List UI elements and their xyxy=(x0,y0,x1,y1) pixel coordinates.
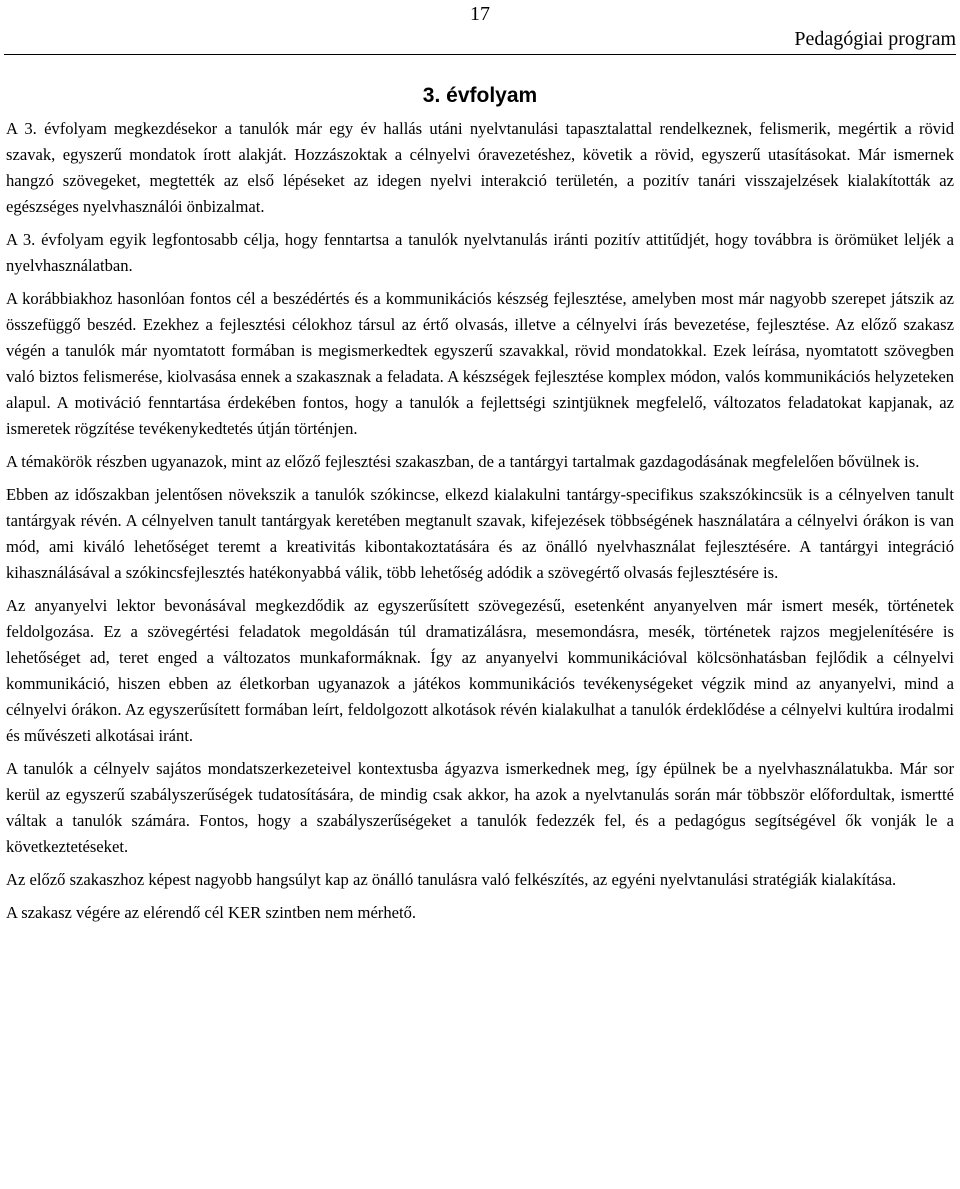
paragraph: A tanulók a célnyelv sajátos mondatszerkezeteivel kontextusba ágyazva ismerkednek meg, így épülnek be a nyelvhasználatukba. Már sor kerül az egyszerű szabályszerűségek tudatosítására, de mindig csak akkor, ha azok a nyelvtanulás során már többször előfordultak, ismertté váltak a tanulók számára. Fontos, hogy a szabályszerűségeket a tanulók fedezzék fel, és a pedagógus segítségével ők vonják le a következtetéseket. xyxy=(6,759,954,856)
paragraph: A szakasz végére az elérendő cél KER szintben nem mérhető. xyxy=(6,903,417,922)
paragraph: A korábbiakhoz hasonlóan fontos cél a beszédértés és a kommunikációs készség fejlesztése, amelyben most már nagyobb szerepet játszik az összefüggő beszéd. Ezekhez a fejlesztési célokhoz társul az értő olvasás, illetve a célnyelvi írás bevezetése, fejlesztése. Az előző szakasz végén a tanulók már nyomtatott formában is megismerkedtek egyszerű szavakkal, rövid mondatokkal. Ezek leírása, nyomtatott szövegben való biztos felismerése, kiolvasása ennek a szakasznak a feladata. A készségek fejlesztése komplex módon, valós kommunikációs helyzeteken alapul. A motiváció fenntartása érdekében fontos, hogy a tanulók a fejlettségi szintjüknek megfelelő, változatos feladatokat kapjanak, az ismeretek rögzítése tevékenykedtetés útján történjen. xyxy=(6,289,954,438)
paragraph: A 3. évfolyam megkezdésekor a tanulók már egy év hallás utáni nyelvtanulási tapasztalattal rendelkeznek, felismerik, megértik a rövid szavak, egyszerű mondatok írott alakját. Hozzászoktak a célnyelvi óravezetéshez, követik a rövid, egyszerű utasításokat. Már ismernek hangzó szövegeket, megtették az első lépéseket az idegen nyelvi interakció területén, a pozitív tanári visszajelzések kialakították az egészséges nyelvhasználói önbizalmat. xyxy=(6,119,954,216)
paragraph: Az anyanyelvi lektor bevonásával megkezdődik az egyszerűsített szövegezésű, esetenként anyanyelven már ismert mesék, történetek feldolgozása. Ez a szövegértési feladatok megoldásán túl dramatizálásra, mesemondásra, mesék, történetek rajzos megjelenítésére is lehetőséget ad, teret enged a változatos munkaformáknak. Így az anyanyelvi kommunikációval kölcsönhatásban fejlődik a célnyelvi kommunikáció, hiszen ebben az életkorban ugyanazok a játékos kommunikációs tevékenységeket végzik mind az anyanyelvi, mind a célnyelvi órákon. Az egyszerűsített formában leírt, feldolgozott alkotások révén kialakulhat a tanulók érdeklődése a célnyelvi kultúra irodalmi és művészeti alkotásai iránt. xyxy=(6,596,954,745)
body-text xyxy=(6,116,954,933)
paragraph: Ebben az időszakban jelentősen növekszik a tanulók szókincse, elkezd kialakulni tantárgy-specifikus szakszókincsük is a célnyelven tanult tantárgyak révén. A célnyelven tanult tantárgyak keretében megtanult szavak, kifejezések többségének használatára a célnyelvi órákon is van mód, ami kiváló lehetőséget teremt a kreativitás kibontakoztatására és az önálló nyelvhasználat fejlesztésére. A tantárgyi integráció kihasználásával a szókincsfejlesztés hatékonyabbá válik, több lehetőség adódik a szövegértő olvasás fejlesztésére is. xyxy=(6,485,954,582)
paragraph: A 3. évfolyam egyik legfontosabb célja, hogy fenntartsa a tanulók nyelvtanulás iránti pozitív attitűdjét, hogy továbbra is örömüket leljék a nyelvhasználatban. xyxy=(6,230,954,275)
page-number: 17 xyxy=(470,3,490,25)
header-divider xyxy=(4,54,956,55)
paragraph: Az előző szakaszhoz képest nagyobb hangsúlyt kap az önálló tanulásra való felkészítés, az egyéni nyelvtanulási stratégiák kialakítása. xyxy=(6,870,897,889)
running-header-title: Pedagógiai program xyxy=(794,28,956,50)
section-title: 3. évfolyam xyxy=(422,84,538,107)
paragraph: A témakörök részben ugyanazok, mint az előző fejlesztési szakaszban, de a tantárgyi tartalmak gazdagodásának megfelelően bővülnek is. xyxy=(6,452,920,471)
